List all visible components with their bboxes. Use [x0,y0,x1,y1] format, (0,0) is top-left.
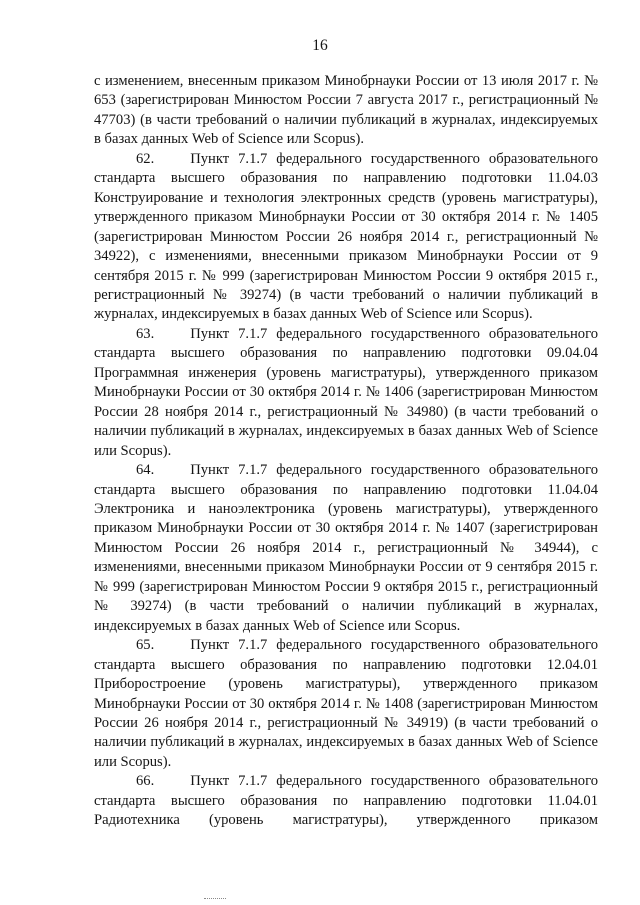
item-number: 66. [136,773,155,790]
paragraph-item-62 [94,150,598,325]
item-number: 64. [136,462,155,479]
page-number: 16 [312,37,328,54]
item-text: Пункт 7.1.7 федерального государственного образовательного стандарта высшего образования по направлению подготовки 12.04.01 Приборостроение (уровень магистратуры), утвержденного приказом Минобрнауки России от 30 октября 2014 г. № 1408 (зарегистрирован Минюстом России 26 ноября 2014 г., регистрационный № 34919) (в части требований о наличии публикаций в журналах, индексируемых в базах данных Web of Science или Scopus). [94,637,599,770]
item-text: Пункт 7.1.7 федерального государственного образовательного стандарта высшего образования по направлению подготовки 11.04.04 Электроника и наноэлектроника (уровень магистратуры), утвержденного приказом Минобрнауки России от 30 октября 2014 г. № 1407 (зарегистрирован Минюстом России 26 ноября 2014 г., регистрационный № 34944), с изменениями, внесенными приказом Минобрнауки России от 9 сентября 2015 г. № 999 (зарегистрирован Минюстом России 9 октября 2015 г., регистрационный № 39274) (в части требований о наличии публикаций в журналах, индексируемых в базах данных Web of Science или Scopus. [94,462,599,634]
item-number: 63. [136,325,155,342]
paragraph-continuation: с изменением, внесенным приказом Минобрнауки России от 13 июля 2017 г. № 653 (зарегистрирован Минюстом России 7 августа 2017 г., регистрационный № 47703) (в части требований о наличии публикаций в журналах, индексируемых в базах данных Web of Science или Scopus). [94,73,598,148]
paragraph-item-65 [94,636,598,772]
item-text: Пункт 7.1.7 федерального государственного образовательного стандарта высшего образования по направлению подготовки 11.04.03 Конструирование и технология электронных средств (уровень магистратуры), утвержденного приказом Минобрнауки России от 30 октября 2014 г. № 1405 (зарегистрирован Минюстом России 26 ноября 2014 г., регистрационный № 34922), с изменениями, внесенными приказом Минобрнауки России от 9 сентября 2015 г. № 999 (зарегистрирован Минюстом России 9 октября 2015 г., регистрационный № 39274) (в части требований о наличии публикаций в журналах, индексируемых в базах данных Web of Science или Scopus). [94,150,599,323]
paragraph-item-66 [94,772,598,830]
paragraph-item-64 [94,461,598,636]
item-number: 62. [136,150,155,167]
item-text: Пункт 7.1.7 федерального государственного образовательного стандарта высшего образования по направлению подготовки 11.04.01 Радиотехника (уровень магистратуры), утвержденного приказом [94,773,599,829]
paragraph-item-63 [94,325,598,461]
scan-artifact [204,898,226,902]
item-number: 65. [136,637,155,654]
document-body [94,72,598,831]
item-text: Пункт 7.1.7 федерального государственного образовательного стандарта высшего образования по направлению подготовки 09.04.04 Программная инженерия (уровень магистратуры), утвержденного приказом Минобрнауки России от 30 октября 2014 г. № 1406 (зарегистрирован Минюстом России 28 ноября 2014 г., регистрационный № 34980) (в части требований о наличии публикаций в журналах, индексируемых в базах данных Web of Science или Scopus). [94,325,599,459]
